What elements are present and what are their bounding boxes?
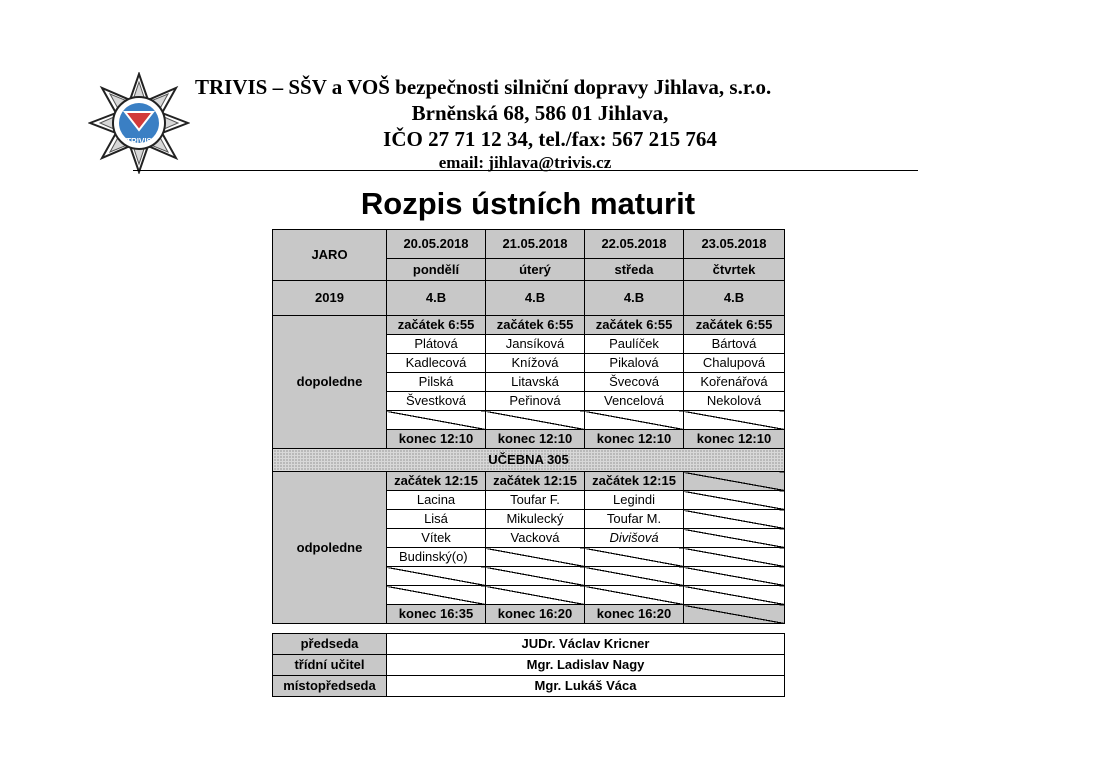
day-weekday: čtvrtek bbox=[684, 259, 785, 281]
empty-slot bbox=[684, 605, 785, 624]
student-cell: Pilská bbox=[387, 373, 486, 392]
committee-name: Mgr. Ladislav Nagy bbox=[387, 655, 785, 676]
empty-slot bbox=[486, 586, 585, 605]
afternoon-end: konec 16:20 bbox=[585, 605, 684, 624]
morning-label: dopoledne bbox=[273, 316, 387, 449]
morning-end: konec 12:10 bbox=[684, 430, 785, 449]
day-date: 22.05.2018 bbox=[585, 230, 684, 259]
student-cell: Nekolová bbox=[684, 392, 785, 411]
student-cell: Jansíková bbox=[486, 335, 585, 354]
day-date: 21.05.2018 bbox=[486, 230, 585, 259]
letterhead-address: Brněnská 68, 586 01 Jihlava, bbox=[411, 101, 669, 125]
morning-start: začátek 6:55 bbox=[684, 316, 785, 335]
season-cell: JARO bbox=[273, 230, 387, 281]
student-cell: Paulíček bbox=[585, 335, 684, 354]
header-divider bbox=[133, 170, 918, 171]
student-cell: Toufar F. bbox=[486, 491, 585, 510]
empty-slot bbox=[684, 411, 785, 430]
empty-slot bbox=[585, 586, 684, 605]
student-cell: Pikalová bbox=[585, 354, 684, 373]
day-class: 4.B bbox=[684, 281, 785, 316]
logo-text: TRIVIS bbox=[126, 137, 152, 146]
exam-schedule-table bbox=[272, 229, 785, 624]
student-cell: Švestková bbox=[387, 392, 486, 411]
empty-slot bbox=[486, 411, 585, 430]
morning-start: začátek 6:55 bbox=[486, 316, 585, 335]
committee-role: místopředseda bbox=[273, 676, 387, 697]
empty-slot bbox=[585, 548, 684, 567]
morning-start: začátek 6:55 bbox=[387, 316, 486, 335]
afternoon-start: začátek 12:15 bbox=[387, 472, 486, 491]
morning-end: konec 12:10 bbox=[585, 430, 684, 449]
committee-table bbox=[272, 633, 785, 697]
student-cell: Chalupová bbox=[684, 354, 785, 373]
empty-slot bbox=[684, 510, 785, 529]
morning-start: začátek 6:55 bbox=[585, 316, 684, 335]
empty-slot bbox=[585, 567, 684, 586]
student-cell: Vencelová bbox=[585, 392, 684, 411]
student-cell: Vítek bbox=[387, 529, 486, 548]
empty-slot bbox=[486, 548, 585, 567]
empty-slot bbox=[684, 548, 785, 567]
day-class: 4.B bbox=[585, 281, 684, 316]
letterhead-school-name: TRIVIS – SŠV a VOŠ bezpečnosti silniční dopravy Jihlava, s.r.o. bbox=[195, 75, 772, 99]
empty-slot bbox=[684, 529, 785, 548]
student-cell: Bártová bbox=[684, 335, 785, 354]
empty-slot bbox=[387, 586, 486, 605]
room-banner: UČEBNA 305 bbox=[273, 449, 785, 472]
day-weekday: pondělí bbox=[387, 259, 486, 281]
afternoon-start: začátek 12:15 bbox=[486, 472, 585, 491]
day-class: 4.B bbox=[387, 281, 486, 316]
student-cell: Toufar M. bbox=[585, 510, 684, 529]
year-cell: 2019 bbox=[273, 281, 387, 316]
morning-end: konec 12:10 bbox=[387, 430, 486, 449]
student-cell: Plátová bbox=[387, 335, 486, 354]
empty-slot bbox=[684, 567, 785, 586]
letterhead-ico-phone: IČO 27 71 12 34, tel./fax: 567 215 764 bbox=[383, 127, 717, 151]
committee-name: Mgr. Lukáš Váca bbox=[387, 676, 785, 697]
committee-role: předseda bbox=[273, 634, 387, 655]
student-cell: Kořenářová bbox=[684, 373, 785, 392]
letterhead-email: email: jihlava@trivis.cz bbox=[438, 153, 612, 172]
student-cell: Lisá bbox=[387, 510, 486, 529]
day-weekday: středa bbox=[585, 259, 684, 281]
day-date: 23.05.2018 bbox=[684, 230, 785, 259]
student-cell: Litavská bbox=[486, 373, 585, 392]
student-cell: Knížová bbox=[486, 354, 585, 373]
student-cell: Peřinová bbox=[486, 392, 585, 411]
day-class: 4.B bbox=[486, 281, 585, 316]
letterhead bbox=[190, 74, 920, 174]
trivis-logo bbox=[88, 72, 190, 174]
committee-name: JUDr. Václav Kricner bbox=[387, 634, 785, 655]
student-cell: Lacina bbox=[387, 491, 486, 510]
empty-slot bbox=[684, 472, 785, 491]
student-cell: Legindi bbox=[585, 491, 684, 510]
student-cell: Vacková bbox=[486, 529, 585, 548]
empty-slot bbox=[387, 567, 486, 586]
empty-slot bbox=[585, 411, 684, 430]
empty-slot bbox=[684, 491, 785, 510]
morning-end: konec 12:10 bbox=[486, 430, 585, 449]
afternoon-start: začátek 12:15 bbox=[585, 472, 684, 491]
afternoon-end: konec 16:35 bbox=[387, 605, 486, 624]
empty-slot bbox=[486, 567, 585, 586]
day-date: 20.05.2018 bbox=[387, 230, 486, 259]
day-weekday: úterý bbox=[486, 259, 585, 281]
page-title: Rozpis ústních maturit bbox=[360, 186, 696, 221]
committee-role: třídní učitel bbox=[273, 655, 387, 676]
student-cell: Divišová bbox=[585, 529, 684, 548]
student-cell: Kadlecová bbox=[387, 354, 486, 373]
afternoon-label: odpoledne bbox=[273, 472, 387, 624]
afternoon-end: konec 16:20 bbox=[486, 605, 585, 624]
empty-slot bbox=[684, 586, 785, 605]
student-cell: Budinský(o) bbox=[387, 548, 486, 567]
student-cell: Mikulecký bbox=[486, 510, 585, 529]
empty-slot bbox=[387, 411, 486, 430]
student-cell: Švecová bbox=[585, 373, 684, 392]
